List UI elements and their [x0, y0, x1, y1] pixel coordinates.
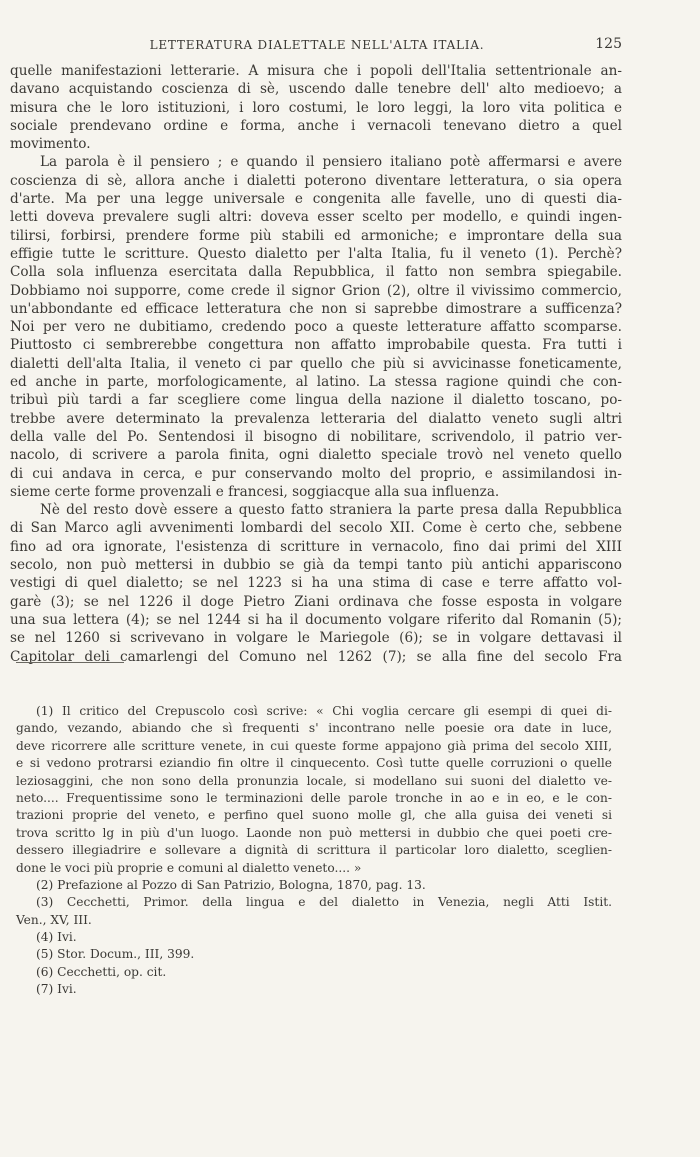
footnote-line: deve ricorrere alle scritture venete, in cui queste forme appajono già prima del secolo XIII,	[16, 738, 612, 753]
text-line: fino ad ora ignorate, l'esistenza di scritture in vernacolo, fino dai primi del XIII	[10, 538, 622, 555]
text-line: d'arte. Ma per una legge universale e congenita alle favelle, uno di questi dia-	[10, 191, 622, 208]
text-line: sieme certe forme provenzali e francesi, soggiacque alla sua influenza.	[10, 483, 500, 500]
footnote-line: (7) Ivi.	[36, 982, 77, 997]
text-line: trebbe avere determinato la prevalenza letteraria del dialatto veneto sugli altri	[10, 410, 622, 427]
text-line: ed anche in parte, morfologicamente, al latino. La stessa ragione quindi che con-	[10, 374, 622, 391]
footnote-line: (4) Ivi.	[36, 930, 77, 945]
text-line: Piuttosto ci sembrerebbe congettura non affatto improbabile questa. Fra tutti i	[10, 337, 622, 354]
footnote-line: trova scritto lg in più d'un luogo. Laonde non può mettersi in dubbio che quei poeti cre-	[16, 825, 612, 840]
text-line: misura che le loro istituzioni, i loro costumi, le loro leggi, la loro vita politica e	[10, 99, 622, 116]
running-title: LETTERATURA DIALETTALE NELL'ALTA ITALIA.	[149, 38, 485, 52]
text-line: effigie tutte le scritture. Questo dialetto per l'alta Italia, fu il veneto (1). Perchè?	[10, 245, 622, 262]
footnote-line: e si vedono protrarsi eziandio fin oltre il cinquecento. Così tutte quelle corruzioni o quelle	[16, 756, 612, 771]
text-line: una sua lettera (4); se nel 1244 si ha il documento volgare riferito dal Romanin (5);	[10, 611, 622, 628]
footnote-line: dessero illegiadrire e sollevare a dignità di scrittura il particolar loro dialetto, sceglien-	[16, 843, 612, 858]
footnote-line: (2) Prefazione al Pozzo di San Patrizio, Bologna, 1870, pag. 13.	[36, 877, 426, 892]
text-line: Dobbiamo noi supporre, come crede il signor Grion (2), oltre il vivissimo commercio,	[10, 282, 622, 299]
text-line: Noi per vero ne dubitiamo, credendo poco a queste letterature affatto scomparse.	[10, 319, 622, 336]
footnote-line: leziosaggini, che non sono della pronunzia locale, si modellano sui suoni del dialetto ve-	[16, 773, 612, 788]
text-line: secolo, non può mettersi in dubbio se già da tempi tanto più antichi appariscono	[10, 557, 622, 574]
footnote-separator	[16, 662, 124, 663]
text-line: letti doveva prevalere sugli altri: doveva esser scelto per modello, e quindi ingen-	[10, 209, 622, 226]
text-line: se nel 1260 si scrivevano in volgare le Mariegole (6); se in volgare dettavasi il	[10, 630, 622, 647]
text-line: tilirsi, forbirsi, prendere forme più stabili ed armoniche; e improntare della sua	[10, 227, 622, 244]
footnote-line: (5) Stor. Docum., III, 399.	[36, 947, 195, 962]
text-line: sociale prendevano ordine e forma, anche i vernacoli tenevano dietro a quel	[10, 117, 622, 134]
text-line: nacolo, di scrivere a parola finita, ogni dialetto speciale trovò nel veneto quello	[10, 447, 622, 464]
text-line: Capitolar deli camarlengi del Comuno nel 1262 (7); se alla fine del secolo Fra	[10, 648, 622, 665]
footnote-line: done le voci più proprie e comuni al dialetto veneto.... »	[16, 860, 362, 875]
footnote-line: (6) Cecchetti, op. cit.	[36, 964, 167, 979]
footnote-line: gando, vezando, abiando che sì frequenti s' incontrano nelle poesie ora date in luce,	[16, 721, 612, 736]
text-line: di cui andava in cerca, e pur conservando molto del proprio, e assimilandosi in-	[10, 465, 622, 482]
text-line: quelle manifestazioni letterarie. A misura che i popoli dell'Italia settentrionale an-	[10, 63, 622, 79]
text-line: tribuì più tardi a far scegliere come lingua della nazione il dialetto toscano, po-	[10, 392, 622, 409]
footnote-line: neto.... Frequentissime sono le terminazioni delle parole tronche in ao e in eo, e le con-	[16, 790, 612, 805]
footnote-line: (1) Il critico del Crepuscolo così scrive: « Chi voglia cercare gli esempi di quei di-	[36, 704, 612, 718]
text-line: Colla sola influenza esercitata dalla Repubblica, il fatto non sembra spiegabile.	[10, 264, 622, 281]
text-line: vestigi di quel dialetto; se nel 1223 si ha una stima di case e terre affatto vol-	[10, 575, 622, 592]
text-line: di San Marco agli avvenimenti lombardi del secolo XII. Come è certo che, sebbene	[10, 520, 622, 537]
footnote-line: (3) Cecchetti, Primor. della lingua e del dialetto in Venezia, negli Atti Istit.	[36, 895, 612, 910]
text-line: della valle del Po. Sentendosi il bisogno di nobilitare, scrivendolo, il patrio ver-	[10, 428, 622, 445]
text-line: La parola è il pensiero ; e quando il pensiero italiano potè affermarsi e avere	[40, 154, 622, 171]
text-line: un'abbondante ed efficace letteratura che non si saprebbe dimostrare a sufficenza?	[10, 300, 622, 317]
text-line: Nè del resto dovè essere a questo fatto straniera la parte presa dalla Repubblica	[40, 502, 622, 519]
footnote-line: trazioni proprie del veneto, e perfino quel suono molle gl, che alla guisa dei veneti si	[16, 808, 612, 823]
text-line: garè (3); se nel 1226 il doge Pietro Ziani ordinava che fosse esposta in volgare	[10, 593, 622, 610]
text-line: coscienza di sè, allora anche i dialetti poterono diventare letteratura, o sia opera	[10, 172, 622, 189]
text-line: davano acquistando coscienza di sè, uscendo dalle tenebre dell' alto medioevo; a	[10, 81, 622, 98]
main-text	[10, 62, 622, 666]
text-line: movimento.	[10, 136, 91, 153]
text-line: dialetti dell'alta Italia, il veneto ci par quello che più si avvicinasse foneticamente,	[10, 355, 622, 372]
footnote-line: Ven., XV, III.	[16, 912, 92, 927]
footnotes	[16, 703, 612, 999]
page-number: 125	[595, 36, 622, 52]
